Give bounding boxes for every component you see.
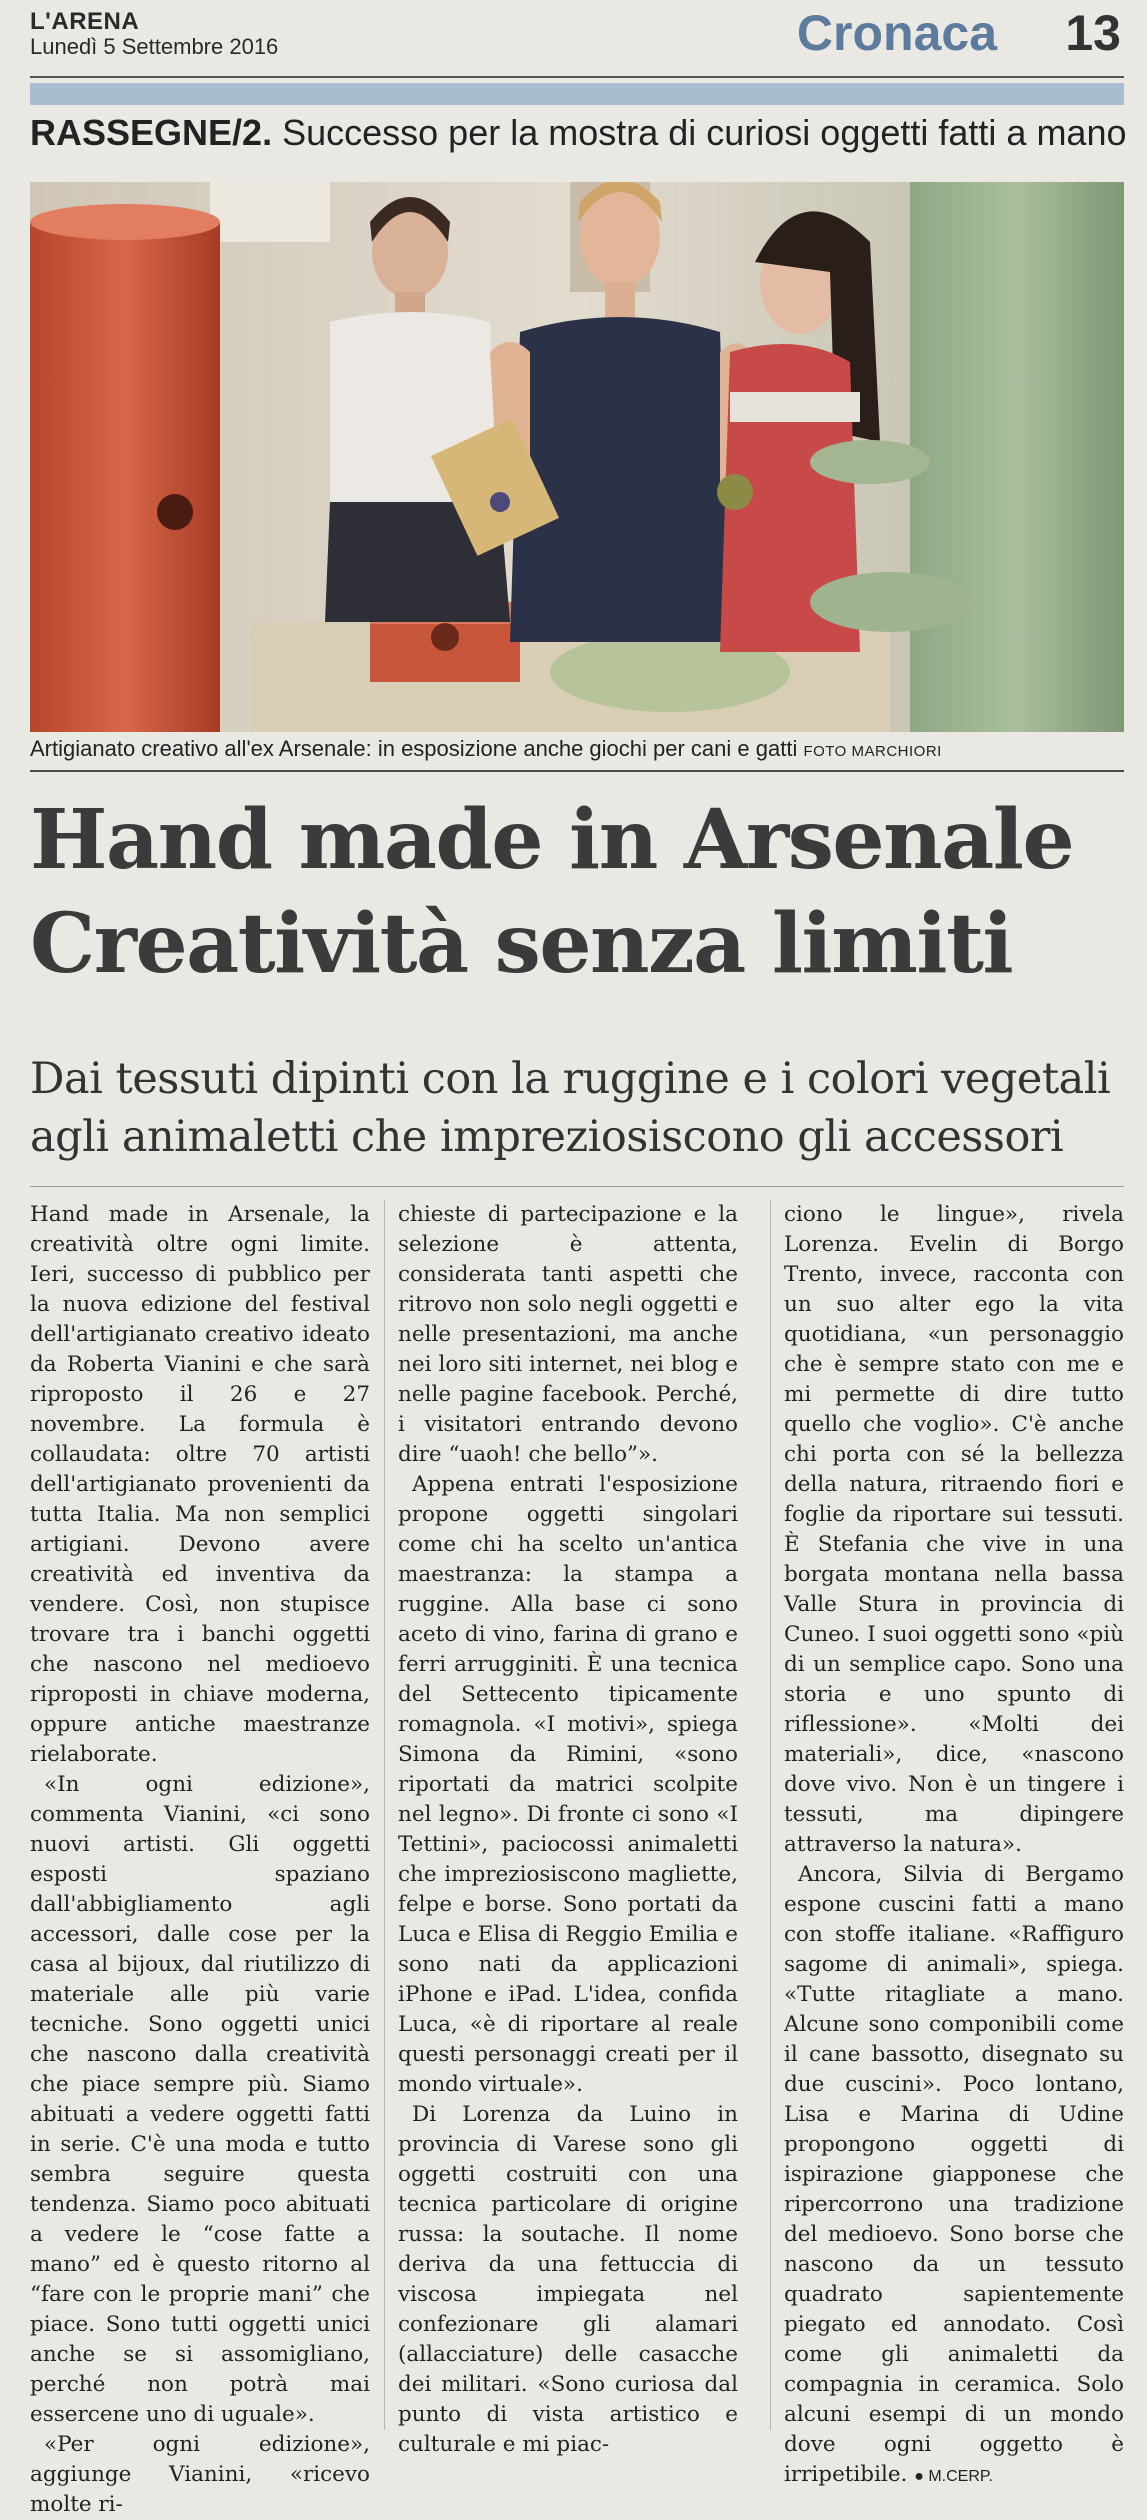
newspaper-name: L'ARENA bbox=[30, 8, 140, 35]
kicker-text: Successo per la mostra di curiosi oggetti fatti a mano bbox=[282, 112, 1127, 153]
article-column-3 bbox=[784, 1200, 1124, 2492]
top-rule bbox=[30, 76, 1124, 78]
photo-illustration bbox=[30, 182, 1124, 732]
article-photo bbox=[30, 182, 1124, 732]
paragraph: Hand made in Arsenale, la creatività oltre ogni limite. Ieri, successo di pubblico per la nuova edizione del festival dell'artigianato creativo ideato da Roberta Vianini e che sarà riproposto il 26 e 27 novembre. La formula è collaudata: oltre 70 artisti dell'artigianato provenienti da tutta Italia. Ma non semplici artigiani. Devono avere creatività ed inventiva da vendere. Così, non stupisce trovare tra i banchi oggetti che nascono nel medioevo riproposti in chiave moderna, oppure antiche maestranze rielaborate. bbox=[30, 1202, 370, 1767]
issue-date: Lunedì 5 Settembre 2016 bbox=[30, 34, 279, 59]
paragraph: chieste di partecipazione e la selezione è attenta, considerata tanti aspetti che ritrovo non solo negli oggetti e nelle presentazioni, ma anche nei loro siti internet, nei blog e nelle pagine facebook. Perché, i visitatori entrando devono dire “uaoh! che bello”». bbox=[398, 1202, 738, 1467]
subheadline bbox=[30, 1050, 1130, 1166]
headline-line-1: Hand made in Arsenale bbox=[30, 792, 1074, 888]
headline-line-2: Creatività senza limiti bbox=[30, 896, 1013, 992]
caption-text: Artigianato creativo all'ex Arsenale: in esposizione anche giochi per cani e gatti bbox=[30, 736, 798, 761]
section-color-band bbox=[30, 83, 1124, 105]
caption-rule bbox=[30, 770, 1124, 772]
paragraph: Di Lorenza da Luino in provincia di Varese sono gli oggetti costruiti con una tecnica particolare di origine russa: la soutache. Il nome deriva da una fettuccia di viscosa impiegata nel confezionare gli alamari (allacciature) delle casacche dei militari. «Sono curiosa dal punto di vista artistico e culturale e mi piac- bbox=[398, 2102, 738, 2457]
column-separator bbox=[770, 1200, 771, 2430]
body-rule bbox=[30, 1186, 1124, 1187]
photo-caption bbox=[30, 736, 942, 762]
section-title: Cronaca bbox=[796, 5, 997, 61]
page-number: 13 bbox=[1065, 5, 1121, 61]
paragraph: «Per ogni edizione», aggiunge Vianini, «ricevo molte ri- bbox=[30, 2432, 370, 2517]
paragraph: «In ogni edizione», commenta Vianini, «ci sono nuovi artisti. Gli oggetti esposti spaziano dall'abbigliamento agli accessori, dalle cose per la casa al bijoux, dal riutilizzo di materiale alle più varie tecniche. Sono oggetti unici che nascono dalla creatività che piace sempre più. Siamo abituati a vedere oggetti fatti in serie. C'è una moda e tutto sembra seguire questa tendenza. Siamo poco abituati a vedere le “cose fatte a mano” ed è questo ritorno al “fare con le proprie mani” che piace. Sono tutti oggetti unici anche se si assomigliano, perché non potrà mai essercene uno di uguale». bbox=[30, 1772, 370, 2427]
author-signature: ● M.CERP. bbox=[914, 2468, 993, 2485]
column-separator bbox=[384, 1200, 385, 2430]
article-column-1 bbox=[30, 1200, 370, 2520]
paragraph-text: Ancora, Silvia di Bergamo espone cuscini fatti a mano con stoffe italiane. «Raffiguro sagome di animali», spiega. «Tutte ritagliate a mano. Alcune sono componibili come il cane bassotto, disegnato su due cuscini». Poco lontano, Lisa e Marina di Udine propongono oggetti di ispirazione giapponese che ripercorrono una tradizione del medioevo. Sono borse che nascono da un tessuto quadrato sapientemente piegato ed annodato. Così come gli animaletti da compagnia in ceramica. Solo alcuni esempi di un mondo dove ogni oggetto è irripetibile. bbox=[784, 1862, 1124, 2487]
photo-credit: FOTO MARCHIORI bbox=[803, 743, 942, 760]
paragraph: Appena entrati l'esposizione propone oggetti singolari come chi ha scelto un'antica maestranza: la stampa a ruggine. Alla base ci sono aceto di vino, farina di grano e ferri arrugginiti. È una tecnica del Settecento tipicamente romagnola. «I motivi», spiega Simona da Rimini, «sono riportati da matrici scolpite nel legno». Di fronte ci sono «I Tettini», paciocossi animaletti che impreziosiscono magliette, felpe e borse. Sono portati da Luca e Elisa di Reggio Emilia e sono nati da applicazioni iPhone e iPad. L'idea, confida Luca, «è di riportare al reale questi personaggi creati per il mondo virtuale». bbox=[398, 1472, 738, 2097]
article-column-2 bbox=[398, 1200, 738, 2460]
paragraph bbox=[784, 1860, 1124, 2492]
headline bbox=[30, 788, 1130, 996]
paragraph: ciono le lingue», rivela Lorenza. Evelin di Borgo Trento, invece, racconta con un suo alter ego la vita quotidiana, «un personaggio che è sempre stato con me e mi permette di dire tutto quello che voglio». C'è anche chi porta con sé la bellezza della natura, ritraendo fiori e foglie da riportare sui tessuti. È Stefania che vive in una borgata montana nella bassa Valle Stura in provincia di Cuneo. I suoi oggetti sono «più di un semplice capo. Sono una storia e uno spunto di riflessione». «Molti dei materiali», dice, «nascono dove vivo. Non è un tingere i tessuti, ma dipingere attraverso la natura». bbox=[784, 1202, 1124, 1857]
kicker bbox=[30, 112, 1127, 154]
kicker-label: RASSEGNE/2. bbox=[30, 112, 273, 153]
subhead-line-1: Dai tessuti dipinti con la ruggine e i colori vegetali bbox=[30, 1054, 1111, 1104]
subhead-line-2: agli animaletti che impreziosiscono gli accessori bbox=[30, 1112, 1064, 1162]
